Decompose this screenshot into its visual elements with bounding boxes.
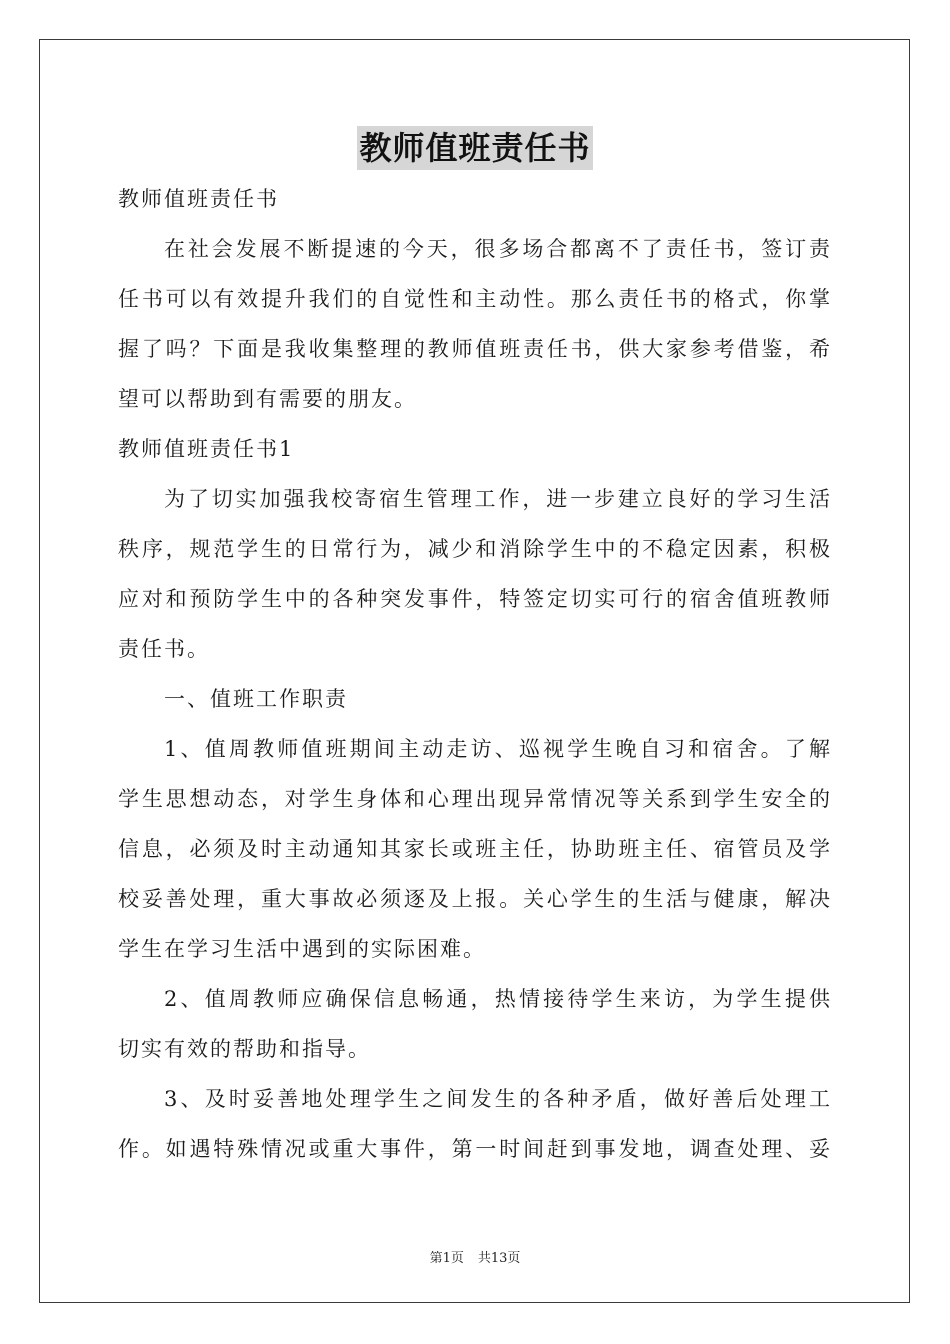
paragraph-line: 校妥善处理，重大事故必须逐及上报。关心学生的生活与健康，解决 bbox=[118, 887, 832, 911]
page-number: 第1页 bbox=[429, 1251, 464, 1266]
paragraph-line: 学生思想动态，对学生身体和心理出现异常情况等关系到学生安全的 bbox=[118, 787, 832, 811]
paragraph-line: 2、值周教师应确保信息畅通，热情接待学生来访，为学生提供 bbox=[164, 987, 832, 1011]
paragraph-line: 握了吗？下面是我收集整理的教师值班责任书，供大家参考借鉴，希 bbox=[118, 337, 832, 361]
document-title: 教师值班责任书 bbox=[357, 126, 592, 170]
page-footer bbox=[0, 1247, 950, 1266]
paragraph-line: 秩序，规范学生的日常行为，减少和消除学生中的不稳定因素，积极 bbox=[118, 537, 832, 561]
paragraph-line: 切实有效的帮助和指导。 bbox=[118, 1037, 371, 1061]
paragraph-line: 作。如遇特殊情况或重大事件，第一时间赶到事发地，调查处理、妥 bbox=[118, 1137, 832, 1161]
title-container bbox=[0, 126, 950, 170]
paragraph-line: 在社会发展不断提速的今天，很多场合都离不了责任书，签订责 bbox=[164, 237, 832, 261]
subsection-heading: 一、值班工作职责 bbox=[164, 687, 348, 711]
paragraph-line: 责任书。 bbox=[118, 637, 210, 661]
paragraph-line: 学生在学习生活中遇到的实际困难。 bbox=[118, 937, 486, 961]
paragraph-line: 望可以帮助到有需要的朋友。 bbox=[118, 387, 417, 411]
paragraph-line: 应对和预防学生中的各种突发事件，特签定切实可行的宿舍值班教师 bbox=[118, 587, 832, 611]
page-total: 共13页 bbox=[477, 1251, 521, 1266]
paragraph-line: 为了切实加强我校寄宿生管理工作，进一步建立良好的学习生活 bbox=[164, 487, 832, 511]
paragraph-line: 1、值周教师值班期间主动走访、巡视学生晚自习和宿舍。了解 bbox=[164, 737, 832, 761]
section-heading: 教师值班责任书1 bbox=[118, 437, 295, 461]
subtitle-line: 教师值班责任书 bbox=[118, 187, 279, 211]
paragraph-line: 信息，必须及时主动通知其家长或班主任，协助班主任、宿管员及学 bbox=[118, 837, 832, 861]
paragraph-line: 任书可以有效提升我们的自觉性和主动性。那么责任书的格式，你掌 bbox=[118, 287, 832, 311]
paragraph-line: 3、及时妥善地处理学生之间发生的各种矛盾，做好善后处理工 bbox=[164, 1087, 832, 1111]
